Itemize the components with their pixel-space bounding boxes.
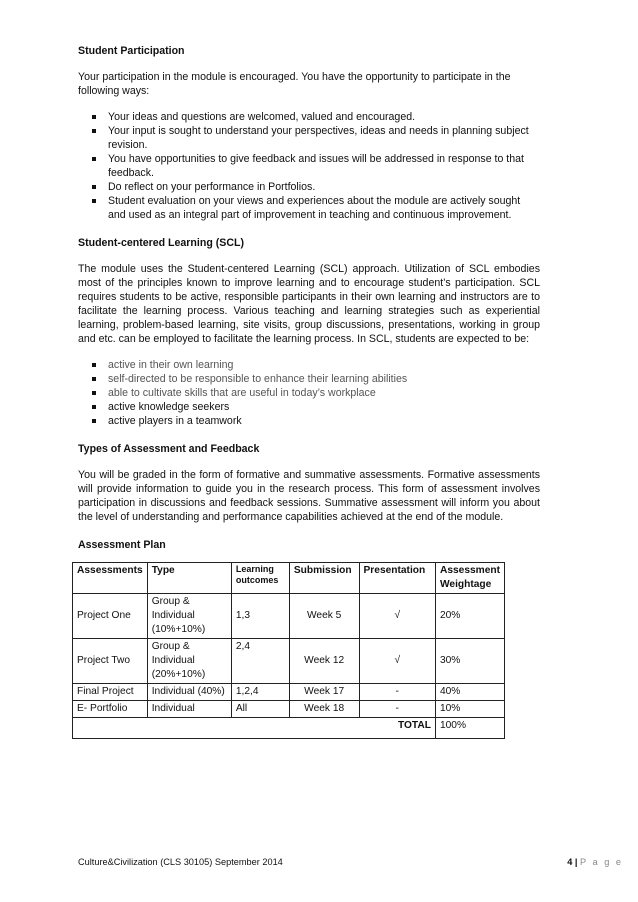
cell-weightage: 30% [435, 639, 504, 684]
list-item: Your input is sought to understand your perspectives, ideas and needs in planning subject revision. [108, 124, 540, 152]
list-item: able to cultivate skills that are useful in today’s workplace [108, 386, 540, 400]
table-row [73, 701, 505, 718]
cell-outcomes: 1,3 [231, 594, 289, 639]
cell-weightage: 10% [435, 701, 504, 718]
list-item: active players in a teamwork [108, 414, 540, 428]
cell-weightage: 20% [435, 594, 504, 639]
list-item: active knowledge seekers [108, 400, 540, 414]
list-item: Your ideas and questions are welcomed, valued and encouraged. [108, 110, 540, 124]
cell-assessment: Project One [73, 594, 148, 639]
cell-submission: Week 12 [289, 639, 359, 684]
table-row [73, 684, 505, 701]
participation-intro: Your participation in the module is encouraged. You have the opportunity to participate in the following ways: [78, 71, 511, 97]
scl-body: The module uses the Student-centered Learning (SCL) approach. Utilization of SCL embodies most of the principles known to improve learning and to encourage student’s participation. SCL requires students to be active, responsible participants in their own learning and instructors are to facilitate the learning process. Various teaching and learning strategies such as experiential learning, problem-based learning, site visits, group discussions, presentations, working in group and etc. can be employed to facilitate the learning process. In SCL, students are expected to be: [78, 263, 540, 345]
scl-list [78, 358, 540, 428]
cell-presentation: - [359, 701, 435, 718]
cell-submission: Week 5 [289, 594, 359, 639]
list-item: self-directed to be responsible to enhance their learning abilities [108, 372, 540, 386]
cell-weightage: 40% [435, 684, 504, 701]
table-row [73, 639, 505, 684]
table-header-row [73, 563, 505, 594]
header-assessments: Assessments [73, 563, 148, 594]
list-item: Student evaluation on your views and experiences about the module are actively sought and used as an integral part of improvement in teaching and continuous improvement. [108, 194, 540, 222]
cell-type: Individual (40%) [147, 684, 231, 701]
table-row [73, 594, 505, 639]
cell-outcomes: 2,4 [231, 639, 289, 684]
total-value: 100% [435, 718, 504, 739]
header-weightage: Assessment Weightage [435, 563, 504, 594]
page-label: P a g e [580, 857, 623, 867]
cell-assessment: E- Portfolio [73, 701, 148, 718]
cell-assessment: Project Two [73, 639, 148, 684]
header-type: Type [147, 563, 231, 594]
cell-presentation: √ [359, 594, 435, 639]
list-item: active in their own learning [108, 358, 540, 372]
assessment-types-heading: Types of Assessment and Feedback [78, 443, 260, 455]
list-item: Do reflect on your performance in Portfolios. [108, 180, 540, 194]
footer-course-title: Culture&Civilization (CLS 30105) September 2014 [78, 857, 283, 867]
cell-outcomes: All [231, 701, 289, 718]
cell-assessment: Final Project [73, 684, 148, 701]
cell-type: Group & Individual (10%+10%) [147, 594, 231, 639]
page-footer [78, 857, 623, 867]
total-label: TOTAL [73, 718, 436, 739]
participation-heading: Student Participation [78, 45, 185, 57]
cell-submission: Week 18 [289, 701, 359, 718]
assessment-plan-heading: Assessment Plan [78, 539, 166, 551]
cell-presentation: √ [359, 639, 435, 684]
footer-page-indicator [567, 857, 623, 867]
cell-type: Individual [147, 701, 231, 718]
header-learning-outcomes: Learning outcomes [231, 563, 289, 594]
page-number: 4 [567, 857, 573, 867]
cell-outcomes: 1,2,4 [231, 684, 289, 701]
participation-list [78, 110, 540, 222]
page-separator: | [574, 857, 578, 867]
page-content [78, 44, 540, 739]
cell-submission: Week 17 [289, 684, 359, 701]
assessment-plan-table [72, 562, 505, 739]
header-presentation: Presentation [359, 563, 435, 594]
header-submission: Submission [289, 563, 359, 594]
scl-heading: Student-centered Learning (SCL) [78, 237, 244, 249]
list-item: You have opportunities to give feedback and issues will be addressed in response to that feedback. [108, 152, 540, 180]
assessment-types-body: You will be graded in the form of formative and summative assessments. Formative assessments will provide information to guide you in the research process. This form of assessment involves participation in discussions and feedback sessions. Summative assessment will inform you about the level of understanding and performance capabilities achieved at the end of the module. [78, 469, 540, 523]
cell-type: Group & Individual (20%+10%) [147, 639, 231, 684]
table-total-row [73, 718, 505, 739]
cell-presentation: - [359, 684, 435, 701]
